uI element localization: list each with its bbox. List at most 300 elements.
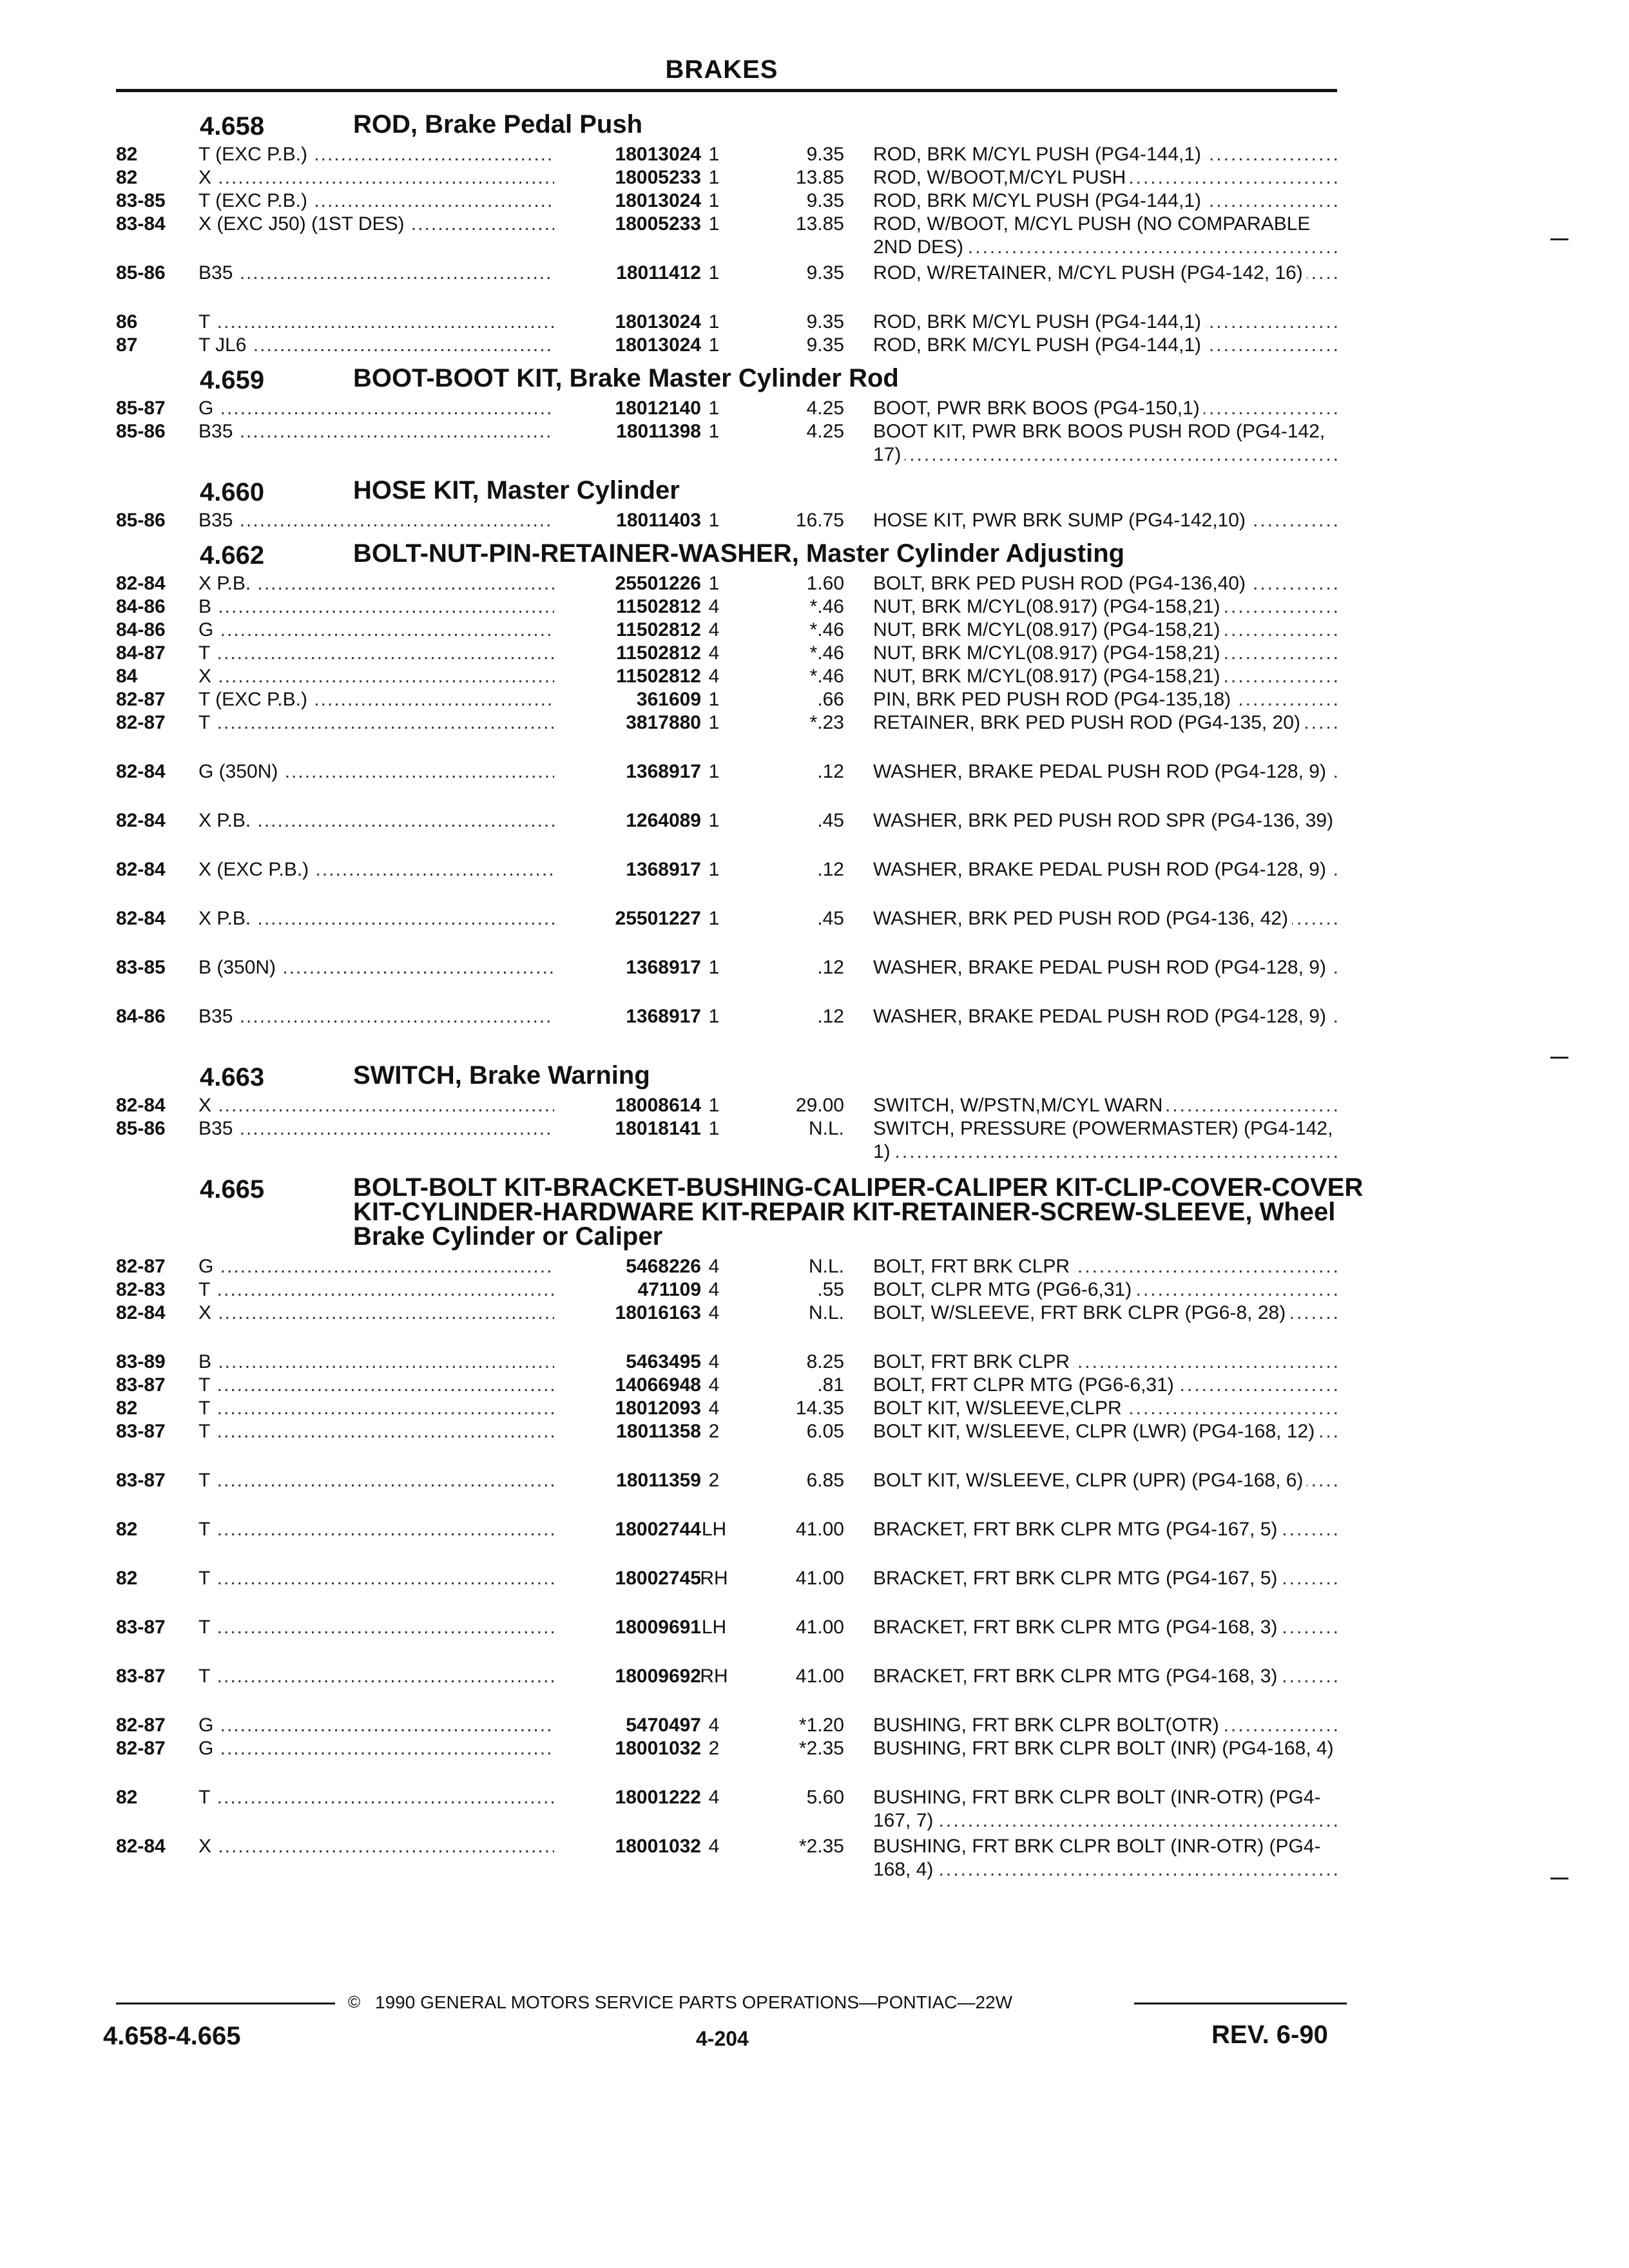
description-text: ROD, BRK M/CYL PUSH (PG4-144,1) [873, 311, 1205, 332]
quantity: 4 [708, 1302, 720, 1323]
year-range: 82-84 [116, 908, 166, 929]
model-code: X ..... [198, 1835, 665, 1858]
part-row [116, 1005, 1340, 1054]
year-range: 85-87 [116, 398, 166, 419]
model-code: T JL6 ..... [198, 334, 665, 357]
section-header [116, 539, 1340, 572]
price: 6.85 [806, 1470, 844, 1491]
part-number: 18001222 [554, 1786, 701, 1809]
year-range: 87 [116, 334, 138, 356]
description-text: BRACKET, FRT BRK CLPR MTG (PG4-167, 5) [873, 1568, 1281, 1589]
part-row [116, 1518, 1340, 1567]
part-description [873, 1665, 1340, 1688]
section-number: 4.663 [200, 1063, 265, 1091]
price: 8.25 [806, 1351, 844, 1372]
part-number: 18013024 [554, 334, 701, 357]
model-code: B35 ..... [198, 420, 665, 443]
section-header [116, 1173, 1364, 1255]
price: .12 [817, 957, 844, 978]
description-text: NUT, BRK M/CYL(08.917) (PG4-158,21) [873, 619, 1224, 640]
year-range: 82-84 [116, 1302, 166, 1323]
section-range: 4.658-4.665 [103, 2022, 241, 2050]
model-code: T ..... [198, 1518, 665, 1541]
model-code: T ..... [198, 1786, 665, 1809]
quantity: 4 [708, 666, 720, 687]
part-number: 18011358 [554, 1420, 701, 1443]
model-code: X (EXC J50) (1ST DES) ..... [198, 213, 665, 236]
part-row [116, 311, 1340, 334]
description-text: WASHER, BRAKE PEDAL PUSH ROD (PG4-128, 9) [873, 859, 1330, 880]
part-row [116, 595, 1340, 619]
part-row [116, 1786, 1340, 1835]
description-text: BUSHING, FRT BRK CLPR BOLT (INR) (PG4-168, 4) [873, 1738, 1338, 1759]
part-description [873, 1518, 1340, 1541]
quantity: 1 [708, 573, 720, 594]
part-description [873, 1737, 1340, 1760]
part-number: 14066948 [554, 1374, 701, 1397]
description-text: WASHER, BRK PED PUSH ROD SPR (PG4-136, 39) [873, 810, 1337, 831]
part-row [116, 1469, 1340, 1518]
quantity: 1 [708, 908, 720, 929]
model-code: T ..... [198, 1469, 665, 1492]
part-number: 25501226 [554, 572, 701, 595]
price: 41.00 [795, 1666, 844, 1687]
quantity: 1 [708, 712, 720, 733]
year-range: 82-87 [116, 1715, 166, 1736]
price: 4.25 [806, 421, 844, 442]
section-header [116, 476, 1340, 509]
part-row [116, 1374, 1340, 1397]
year-range: 83-87 [116, 1374, 166, 1396]
model-code: G (350N) ..... [198, 760, 665, 783]
part-description [873, 1786, 1340, 1832]
quantity: 1 [708, 1095, 720, 1116]
part-number: 18011359 [554, 1469, 701, 1492]
model-code: T (EXC P.B.) ..... [198, 688, 665, 711]
year-range: 82-83 [116, 1279, 166, 1300]
margin-mark [1550, 1057, 1568, 1059]
part-number: 18005233 [554, 213, 701, 236]
year-range: 83-87 [116, 1666, 166, 1687]
price: N.L. [808, 1256, 844, 1277]
quantity: RH [700, 1568, 728, 1589]
part-description [873, 595, 1340, 619]
year-range: 82 [116, 144, 138, 165]
part-description [873, 809, 1340, 832]
year-range: 86 [116, 311, 138, 332]
price: 5.60 [806, 1787, 844, 1808]
quantity: 1 [708, 859, 720, 880]
quantity: 4 [708, 1787, 720, 1808]
part-description [873, 1835, 1340, 1881]
model-code: T ..... [198, 1374, 665, 1397]
quantity: LH [701, 1617, 727, 1638]
part-number: 11502812 [554, 665, 701, 688]
description-text: ROD, BRK M/CYL PUSH (PG4-144,1) [873, 190, 1205, 211]
price: *.46 [809, 596, 844, 617]
part-description [873, 262, 1340, 285]
part-row [116, 809, 1340, 858]
year-range: 82-87 [116, 1256, 166, 1277]
part-number: 18002745 [554, 1567, 701, 1590]
price: .66 [817, 689, 844, 710]
year-range: 83-87 [116, 1470, 166, 1491]
model-code: B35 ..... [198, 509, 665, 532]
description-text: HOSE KIT, PWR BRK SUMP (PG4-142,10) [873, 510, 1249, 531]
part-number: 11502812 [554, 642, 701, 665]
description-text: BOLT, CLPR MTG (PG6-6,31) [873, 1279, 1135, 1300]
model-code: G ..... [198, 1255, 665, 1278]
quantity: 4 [708, 1715, 720, 1736]
part-row [116, 213, 1340, 262]
part-number: 18011398 [554, 420, 701, 443]
model-code: X ..... [198, 665, 665, 688]
part-number: 18011412 [554, 262, 701, 285]
section-number: 4.659 [200, 366, 265, 394]
model-code: G ..... [198, 619, 665, 642]
model-code: T (EXC P.B.) ..... [198, 189, 665, 213]
price: N.L. [808, 1302, 844, 1323]
copyright-symbol: © [348, 1992, 361, 2012]
section-number: 4.662 [200, 541, 265, 570]
price: .55 [817, 1279, 844, 1300]
quantity: 4 [708, 1398, 720, 1419]
part-description [873, 311, 1340, 334]
model-code: X ..... [198, 1302, 665, 1325]
description-text: BOLT, FRT BRK CLPR [873, 1351, 1074, 1372]
price: 13.85 [795, 167, 844, 188]
model-code: X (EXC P.B.) ..... [198, 858, 665, 881]
part-description [873, 1616, 1340, 1639]
part-number: 3817880 [554, 711, 701, 735]
part-row [116, 1714, 1340, 1737]
header-rule [116, 89, 1337, 92]
year-range: 84 [116, 666, 138, 687]
year-range: 82 [116, 167, 138, 188]
part-description [873, 420, 1340, 466]
part-description [873, 1005, 1340, 1028]
page-title: BRAKES [665, 55, 778, 84]
part-number: 11502812 [554, 595, 701, 619]
part-description [873, 1469, 1340, 1492]
part-description [873, 166, 1340, 189]
year-range: 83-87 [116, 1617, 166, 1638]
part-description [873, 1374, 1340, 1397]
part-row [116, 143, 1340, 166]
quantity: 1 [708, 334, 720, 356]
model-code: X P.B. ..... [198, 572, 665, 595]
year-range: 83-84 [116, 213, 166, 235]
part-row [116, 1278, 1340, 1302]
price: *.46 [809, 666, 844, 687]
price: .12 [817, 761, 844, 782]
part-number: 1368917 [554, 760, 701, 783]
part-description [873, 1714, 1340, 1737]
model-code: G ..... [198, 1737, 665, 1760]
part-row [116, 1835, 1340, 1884]
part-row [116, 509, 1340, 532]
part-number: 5468226 [554, 1255, 701, 1278]
part-row [116, 665, 1340, 688]
quantity: 2 [708, 1421, 720, 1442]
section-header [116, 1061, 1340, 1094]
description-text: WASHER, BRAKE PEDAL PUSH ROD (PG4-128, 9) [873, 761, 1330, 782]
part-row [116, 956, 1340, 1005]
part-row [116, 262, 1340, 311]
description-text: ROD, W/BOOT, M/CYL PUSH (NO COMPARABLE 2ND DES) [873, 213, 1311, 258]
description-text: BOLT KIT, W/SLEEVE, CLPR (LWR) (PG4-168, 12) [873, 1421, 1318, 1442]
part-description [873, 1302, 1340, 1325]
model-code: B (350N) ..... [198, 956, 665, 979]
price: 6.05 [806, 1421, 844, 1442]
part-description [873, 1567, 1340, 1590]
section-title: ROD, Brake Pedal Push [353, 110, 643, 139]
model-code: B ..... [198, 595, 665, 619]
part-number: 18002744 [554, 1518, 701, 1541]
quantity: 1 [708, 190, 720, 211]
quantity: 4 [708, 642, 720, 664]
price: 1.60 [806, 573, 844, 594]
price: *.46 [809, 642, 844, 664]
price: 9.35 [806, 190, 844, 211]
footer-rule-right [1134, 2003, 1347, 2004]
model-code: T ..... [198, 1665, 665, 1688]
section-header [116, 363, 1340, 397]
price: 4.25 [806, 398, 844, 419]
price: *1.20 [798, 1715, 844, 1736]
section-number: 4.658 [200, 112, 265, 140]
price: *.23 [809, 712, 844, 733]
part-row [116, 1420, 1340, 1469]
description-text: BRACKET, FRT BRK CLPR MTG (PG4-167, 5) [873, 1519, 1281, 1540]
part-row [116, 688, 1340, 711]
year-range: 84-86 [116, 1006, 166, 1027]
quantity: 1 [708, 213, 720, 235]
description-text: WASHER, BRAKE PEDAL PUSH ROD (PG4-128, 9) [873, 1006, 1330, 1027]
year-range: 84-87 [116, 642, 166, 664]
model-code: G ..... [198, 1714, 665, 1737]
quantity: 1 [708, 1118, 720, 1139]
part-number: 18009692 [554, 1665, 701, 1688]
part-row [116, 1302, 1340, 1350]
part-row [116, 1094, 1340, 1117]
section-title: HOSE KIT, Master Cylinder [353, 476, 680, 505]
part-description [873, 1350, 1340, 1374]
year-range: 82-84 [116, 1095, 166, 1116]
description-text: WASHER, BRAKE PEDAL PUSH ROD (PG4-128, 9) [873, 957, 1330, 978]
part-row [116, 642, 1340, 665]
part-number: 361609 [554, 688, 701, 711]
model-code: X ..... [198, 166, 665, 189]
part-description [873, 213, 1340, 259]
part-number: 18009691 [554, 1616, 701, 1639]
price: .81 [817, 1374, 844, 1396]
quantity: 1 [708, 167, 720, 188]
part-number: 18005233 [554, 166, 701, 189]
part-row [116, 1255, 1340, 1278]
year-range: 82 [116, 1519, 138, 1540]
part-description [873, 1094, 1340, 1117]
part-row [116, 711, 1340, 760]
section-title: BOLT-BOLT KIT-BRACKET-BUSHING-CALIPER-CALIPER KIT-CLIP-COVER-COVER KIT-CYLINDER-HARDWARE KIT-REPAIR KIT-RETAINER-SCREW-SLEEVE, Wheel Brake Cylinder or Caliper [353, 1173, 1364, 1251]
part-row [116, 1616, 1340, 1665]
part-number: 11502812 [554, 619, 701, 642]
quantity: 4 [708, 1256, 720, 1277]
part-description [873, 711, 1340, 735]
quantity: 2 [708, 1470, 720, 1491]
description-text: ROD, BRK M/CYL PUSH (PG4-144,1) [873, 144, 1205, 165]
part-number: 18011403 [554, 509, 701, 532]
part-row [116, 1567, 1340, 1616]
description-text: NUT, BRK M/CYL(08.917) (PG4-158,21) [873, 666, 1224, 687]
quantity: 4 [708, 1351, 720, 1372]
section-header [116, 110, 1340, 143]
year-range: 85-86 [116, 510, 166, 531]
part-number: 5470497 [554, 1714, 701, 1737]
quantity: 1 [708, 761, 720, 782]
price: 14.35 [795, 1398, 844, 1419]
quantity: 1 [708, 144, 720, 165]
year-range: 82 [116, 1568, 138, 1589]
part-row [116, 1350, 1340, 1374]
footer-rule-left [116, 2003, 335, 2004]
part-description [873, 1420, 1340, 1443]
part-description [873, 1255, 1340, 1278]
part-description [873, 858, 1340, 881]
part-number: 18013024 [554, 189, 701, 213]
part-row [116, 420, 1340, 469]
part-number: 18016163 [554, 1302, 701, 1325]
quantity: 1 [708, 421, 720, 442]
model-code: T ..... [198, 642, 665, 665]
part-description [873, 956, 1340, 979]
quantity: 1 [708, 311, 720, 332]
quantity: RH [700, 1666, 728, 1687]
model-code: T ..... [198, 1278, 665, 1302]
part-description [873, 907, 1340, 930]
part-number: 18001032 [554, 1835, 701, 1858]
year-range: 85-86 [116, 262, 166, 284]
part-description [873, 760, 1340, 783]
part-number: 1264089 [554, 809, 701, 832]
model-code: B35 ..... [198, 1117, 665, 1140]
year-range: 82-84 [116, 810, 166, 831]
part-description [873, 688, 1340, 711]
section-number: 4.665 [200, 1175, 265, 1204]
quantity: LH [701, 1519, 727, 1540]
price: 41.00 [795, 1568, 844, 1589]
description-text: BOLT, FRT CLPR MTG (PG6-6,31) [873, 1374, 1178, 1396]
model-code: G ..... [198, 397, 665, 420]
price: *2.35 [798, 1738, 844, 1759]
quantity: 4 [708, 1836, 720, 1857]
part-row [116, 907, 1340, 956]
part-description [873, 509, 1340, 532]
part-description [873, 572, 1340, 595]
description-text: BRACKET, FRT BRK CLPR MTG (PG4-168, 3) [873, 1666, 1281, 1687]
model-code: X ..... [198, 1094, 665, 1117]
year-range: 83-89 [116, 1351, 166, 1372]
year-range: 82-87 [116, 1738, 166, 1759]
quantity: 1 [708, 689, 720, 710]
price: 9.35 [806, 144, 844, 165]
quantity: 1 [708, 1006, 720, 1027]
quantity: 1 [708, 398, 720, 419]
part-description [873, 642, 1340, 665]
year-range: 82 [116, 1787, 138, 1808]
model-code: B35 ..... [198, 1005, 665, 1028]
margin-mark [1550, 238, 1568, 240]
year-range: 84-86 [116, 619, 166, 640]
part-number: 1368917 [554, 956, 701, 979]
description-text: BUSHING, FRT BRK CLPR BOLT (INR-OTR) (PG4-167, 7) [873, 1787, 1321, 1831]
description-text: ROD, BRK M/CYL PUSH (PG4-144,1) [873, 334, 1205, 356]
part-row [116, 572, 1340, 595]
part-description [873, 665, 1340, 688]
copyright-text: 1990 GENERAL MOTORS SERVICE PARTS OPERATIONS—PONTIAC—22W [375, 1992, 1013, 2012]
year-range: 82-87 [116, 689, 166, 710]
model-code: X P.B. ..... [198, 809, 665, 832]
part-number: 1368917 [554, 858, 701, 881]
model-code: T (EXC P.B.) ..... [198, 143, 665, 166]
model-code: B35 ..... [198, 262, 665, 285]
quantity: 2 [708, 1738, 720, 1759]
model-code: X P.B. ..... [198, 907, 665, 930]
part-number: 18018141 [554, 1117, 701, 1140]
description-text: BOLT KIT, W/SLEEVE,CLPR [873, 1398, 1126, 1419]
price: 9.35 [806, 311, 844, 332]
model-code: B ..... [198, 1350, 665, 1374]
price: 29.00 [795, 1095, 844, 1116]
part-description [873, 334, 1340, 357]
description-text: NUT, BRK M/CYL(08.917) (PG4-158,21) [873, 642, 1224, 664]
part-number: 5463495 [554, 1350, 701, 1374]
description-text: BUSHING, FRT BRK CLPR BOLT (INR-OTR) (PG4-168, 4) [873, 1836, 1321, 1880]
quantity: 4 [708, 1374, 720, 1396]
part-row [116, 858, 1340, 907]
part-row [116, 1665, 1340, 1714]
description-text: RETAINER, BRK PED PUSH ROD (PG4-135, 20) [873, 712, 1304, 733]
price: 13.85 [795, 213, 844, 235]
year-range: 82-84 [116, 573, 166, 594]
part-number: 18012093 [554, 1397, 701, 1420]
description-text: BOOT KIT, PWR BRK BOOS PUSH ROD (PG4-142, 17) [873, 421, 1325, 465]
part-description [873, 619, 1340, 642]
part-number: 18012140 [554, 397, 701, 420]
price: 41.00 [795, 1519, 844, 1540]
part-number: 25501227 [554, 907, 701, 930]
year-range: 83-85 [116, 190, 166, 211]
quantity: 4 [708, 1279, 720, 1300]
section-title: SWITCH, Brake Warning [353, 1061, 650, 1090]
part-number: 18001032 [554, 1737, 701, 1760]
year-range: 84-86 [116, 596, 166, 617]
part-row [116, 189, 1340, 213]
part-row [116, 1737, 1340, 1786]
quantity: 4 [708, 619, 720, 640]
price: *2.35 [798, 1836, 844, 1857]
parts-listing [116, 103, 1364, 1884]
model-code: T ..... [198, 1616, 665, 1639]
description-text: BOLT, BRK PED PUSH ROD (PG4-136,40) [873, 573, 1249, 594]
part-row [116, 166, 1340, 189]
quantity: 4 [708, 596, 720, 617]
part-number: 1368917 [554, 1005, 701, 1028]
price: .12 [817, 1006, 844, 1027]
year-range: 82-84 [116, 761, 166, 782]
description-text: BOOT, PWR BRK BOOS (PG4-150,1) [873, 398, 1204, 419]
description-text: SWITCH, W/PSTN,M/CYL WARN [873, 1095, 1166, 1116]
